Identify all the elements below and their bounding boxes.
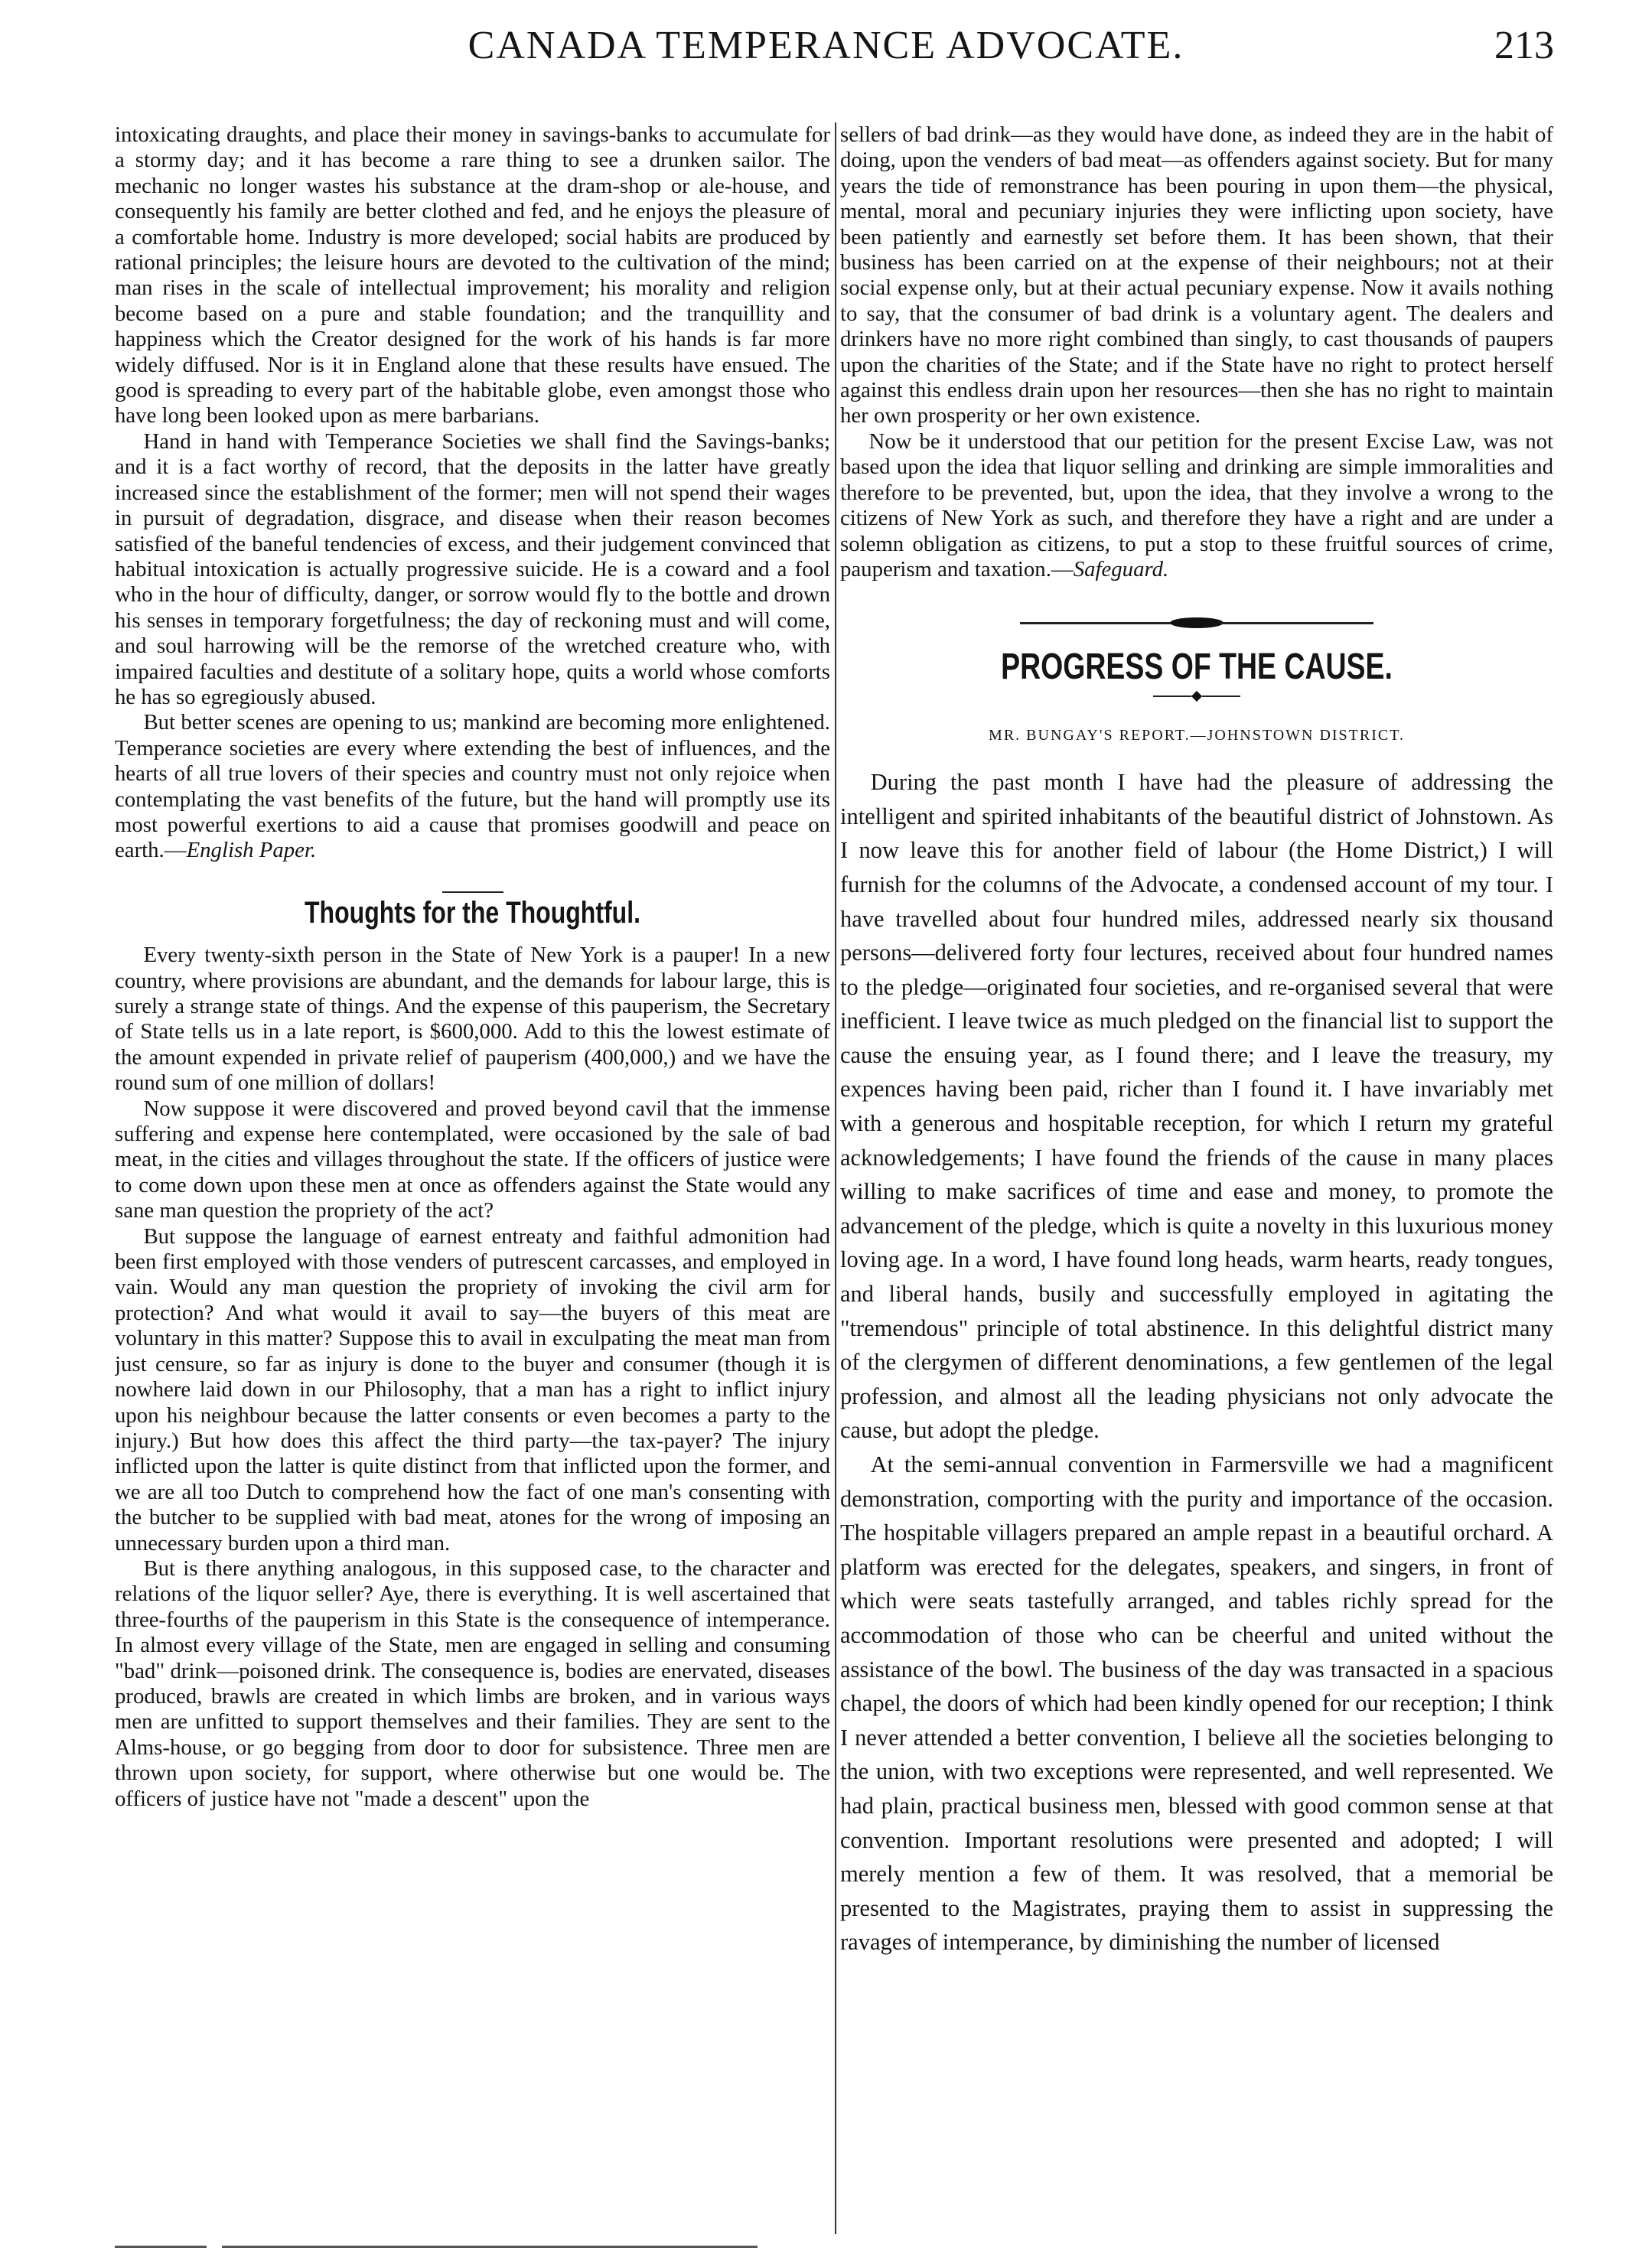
article-paragraph-text: But better scenes are opening to us; mankind are becoming more enlightened. Temperance societies are every where extending the best of influences, and the hearts of all true lovers of their species and country must not only rejoice when contemplating the vast benefits of the future, but the hand will promptly use its most powerful exertions to aid a cause that promises goodwill and peace on earth.— xyxy=(115,710,830,863)
section-heading-progress: PROGRESS OF THE CAUSE. xyxy=(1001,647,1393,688)
section-ornament xyxy=(840,617,1553,628)
progress-article xyxy=(840,765,1553,1959)
footer-rule xyxy=(115,2246,207,2248)
column-divider xyxy=(835,122,836,2234)
ornament-line xyxy=(1220,622,1373,624)
heading-ornament xyxy=(840,692,1553,700)
article-paragraph: Hand in hand with Temperance Societies we shall find the Savings-banks; and it is a fact worthy of record, that the deposits in the latter have greatly increased since the establishment of the former; men will not spend their wages in pursuit of degradation, disgrace, and disease when their reason becomes satisfied of the baneful tendencies of excess, and their judgement convinced that habitual intoxication is actually progressive suicide. He is a coward and a fool who in the hour of difficulty, danger, or sorrow would fly to the bottle and drown his senses in temporary forgetfulness; the day of reckoning must and will come, and soul harrowing will be the remorse of the wretched creature who, with impaired faculties and destitute of a solitary hope, quits a world whose comforts he has so egregiously abused. xyxy=(115,428,830,709)
ornament-line xyxy=(1020,622,1173,624)
article-paragraph: But is there anything analogous, in this supposed case, to the character and relations of the liquor seller? Aye, there is everything. It is well ascertained that three-fourths of the pauperism in this State is the consequence of intemperance. In almost every village of the State, men are engaged in selling and consuming "bad" drink—poisoned drink. The consequence is, bodies are enervated, diseases produced, brawls are created in which limbs are broken, and in various ways men are unfitted to support themselves and their families. They are sent to the Alms-house, or go begging from door to door for subsistence. Three men are thrown upon society, for support, where otherwise but one would be. The officers of justice have not "made a descent" upon the xyxy=(115,1555,830,1811)
right-column xyxy=(840,122,1553,2234)
source-attribution: Safeguard. xyxy=(1073,556,1169,581)
section-heading-thoughts: Thoughts for the Thoughtful. xyxy=(305,895,640,930)
safeguard-article xyxy=(840,122,1553,582)
ornament-diamond-icon xyxy=(1191,691,1202,702)
section-rule xyxy=(442,891,503,893)
article-paragraph xyxy=(840,429,1553,582)
ornament-line xyxy=(1153,695,1191,697)
english-paper-article xyxy=(115,122,830,864)
article-paragraph: Every twenty-sixth person in the State of New York is a pauper! In a new country, where provisions are abundant, and the demands for labour large, this is surely a strange state of things. And the expense of this pauperism, the Secretary of State tells us in a late report, is $600,000. Add to this the lowest estimate of the amount expended in private relief of pauperism (400,000,) and we have the round sum of one million of dollars! xyxy=(115,943,830,1096)
running-head xyxy=(0,20,1652,89)
article-paragraph: But suppose the language of earnest entreaty and faithful admonition had been first employed with those venders of putrescent carcasses, and employed in vain. Would any man question the propriety of invoking the civil arm for protection? And what would it avail to say—the buyers of this meat are voluntary in this matter? Suppose this to avail in exculpating the meat man from just censure, so far as injury is done to the buyer and consumer (though it is nowhere laid down in our Philosophy, that a man has a right to inflict injury upon his neighbour because the latter consents or even becomes a party to the injury.) But how does this affect the third party—the tax-payer? The injury inflicted upon the latter is quite distinct from that inflicted upon the former, and we are all too Dutch to comprehend how the fact of one man's consenting with the butcher to be supplied with bad meat, atones for the wrong of imposing an unnecessary burden upon a third man. xyxy=(115,1223,830,1555)
page-number: 213 xyxy=(1494,24,1554,67)
article-paragraph: intoxicating draughts, and place their money in savings-banks to accumulate for a stormy day; and it has become a rare thing to see a drunken sailor. The mechanic no longer wastes his substance at the dram-shop or ale-house, and consequently his family are better clothed and fed, and he enjoys the pleasure of a comfortable home. Industry is more developed; social habits are produced by rational principles; the leisure hours are devoted to the cultivation of the mind; man rises in the scale of intellectual improvement; his morality and religion become based on a pure and stable foundation; and the tranquillity and happiness which the Creator designed for the work of his hands is far more widely diffused. Nor is it in England alone that these results have ensued. The good is spreading to every part of the habitable globe, even amongst those who have long been looked upon as mere barbarians. xyxy=(115,122,830,428)
article-paragraph: At the semi-annual convention in Farmersville we had a magnificent demonstration, comporting with the purity and importance of the occasion. The hospitable villagers prepared an ample repast in a beautiful orchard. A platform was erected for the delegates, speakers, and singers, in front of which were seats tastefully arranged, and tables richly spread for the accommodation of those who can be cheerful and united without the assistance of the bowl. The business of the day was transacted in a spacious chapel, the doors of which had been kindly opened for our reception; I think I never attended a better convention, I believe all the societies belonging to the union, with two exceptions were represented, and well represented. We had plain, practical business men, blessed with good common sense at that convention. Important resolutions were presented and adopted; I will merely mention a few of them. It was resolved, that a memorial be presented to the Magistrates, praying them to assist in suppressing the ravages of intemperance, by diminishing the number of licensed xyxy=(840,1451,1553,1956)
article-paragraph-text: Now be it understood that our petition for the present Excise Law, was not based upon the idea that liquor selling and drinking are simple immoralities and therefore to be prevented, but, upon the idea, that they involve a wrong to the citizens of New York as such, and therefore they have a right and are under a solemn obligation as citizens, to put a stop to these fruitful sources of crime, pauperism and taxation.— xyxy=(840,428,1553,581)
footer-rule xyxy=(222,2246,758,2248)
article-paragraph xyxy=(115,710,830,863)
article-paragraph: Now suppose it were discovered and proved beyond cavil that the immense suffering and expense here contemplated, were occasioned by the sale of bad meat, in the cities and villages throughout the state. If the officers of justice were to come down upon these men at once as offenders against the State would any sane man question the propriety of the act? xyxy=(115,1096,830,1223)
thoughts-article xyxy=(115,943,830,1812)
article-paragraph: sellers of bad drink—as they would have done, as indeed they are in the habit of doing, upon the venders of bad meat—as offenders against society. But for many years the tide of remonstrance has been pouring in upon them—the physical, mental, moral and pecuniary injuries they were inflicting upon society, have been patiently and earnestly set before them. It has been shown, that their business has been carried on at the expense of their neighbours; not at their social expense only, but at their actual pecuniary expense. Now it avails nothing to say, that the consumer of bad drink is a voluntary agent. The dealers and drinkers have no more right combined than singly, to cast thousands of paupers upon the charities of the State; and if the State have no right to protect herself against this endless drain upon her resources—then she has no right to maintain her own prosperity or her own existence. xyxy=(840,122,1553,428)
source-attribution: English Paper. xyxy=(186,838,317,863)
report-subheading: MR. BUNGAY'S REPORT.—JOHNSTOWN DISTRICT. xyxy=(989,726,1405,744)
article-paragraph: During the past month I have had the pleasure of addressing the intelligent and spirited inhabitants of the beautiful district of Johnstown. As I now leave this for another field of labour (the Home District,) I will furnish for the columns of the Advocate, a condensed account of my tour. I have travelled about four hundred miles, addressed nearly six thousand persons—delivered forty four lectures, received about four hundred names to the pledge—originated four societies, and re-organised several that were inefficient. I leave twice as much pledged on the financial list to support the cause the ensuing year, as I found there; and I leave the treasury, my expences having been paid, richer than I found it. I have invariably met with a generous and hospitable reception, for which I return my grateful acknowledgements; I have found the friends of the cause in many places willing to make sacrifices of time and ease and money, to promote the advancement of the pledge, which is quite a novelty in this luxurious money loving age. In a word, I have found long heads, warm hearts, ready tongues, and liberal hands, busily and successfully employed in agitating the "tremendous" principle of total abstinence. In this delightful district many of the clergymen of different denominations, a few gentlemen of the legal profession, and almost all the leading physicians not only advocate the cause, but adopt the pledge. xyxy=(840,769,1553,1444)
running-title: CANADA TEMPERANCE ADVOCATE. xyxy=(468,24,1184,67)
ornament-center xyxy=(1170,617,1224,628)
ornament-line xyxy=(1202,695,1240,697)
left-column xyxy=(115,122,830,2234)
